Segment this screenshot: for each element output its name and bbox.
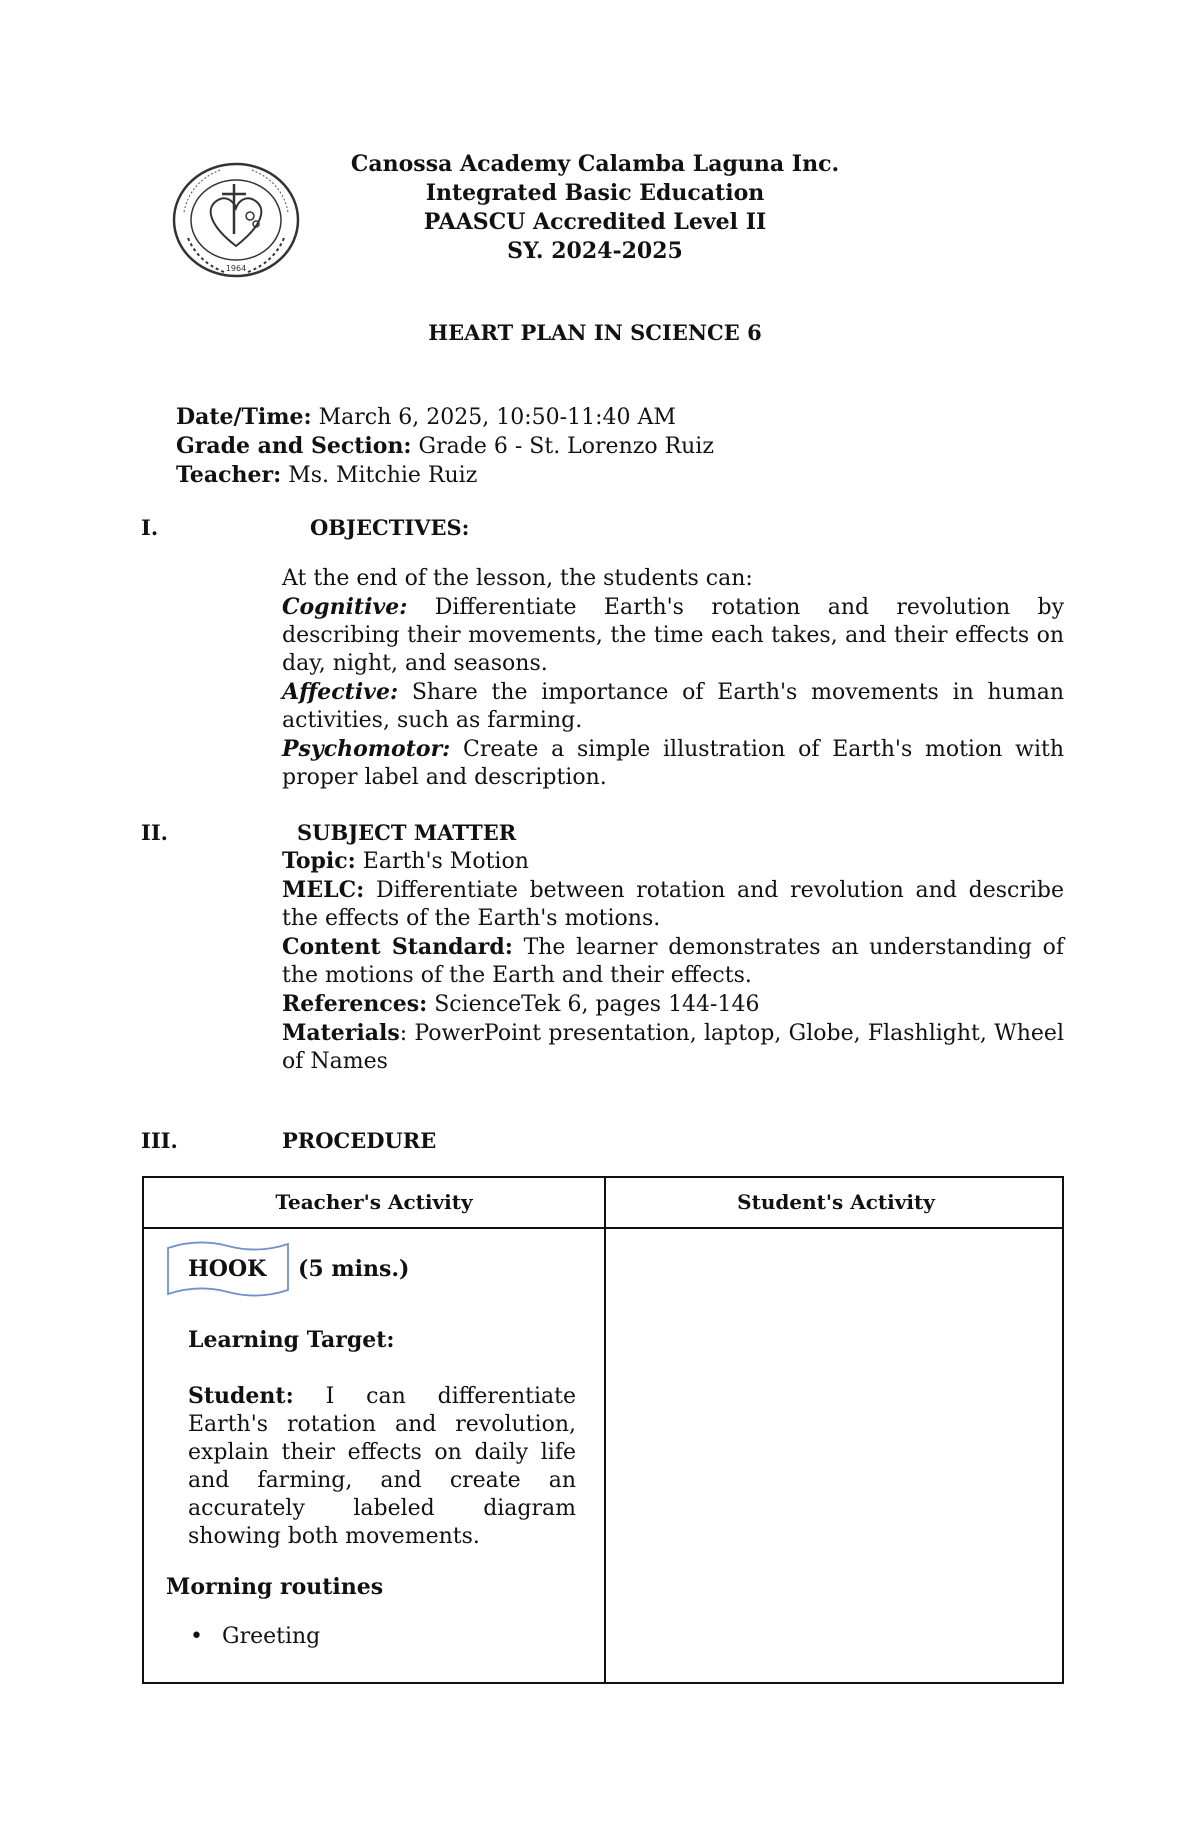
objectives-heading: OBJECTIVES:: [310, 515, 470, 540]
school-name: Canossa Academy Calamba Laguna Inc.: [350, 151, 840, 177]
routine-list: [166, 1623, 576, 1651]
procedure-table: [142, 1176, 1064, 1684]
teacher-value: Ms. Mitchie Ruiz: [281, 463, 478, 488]
grade-label: Grade and Section:: [176, 433, 412, 459]
objectives-intro: At the end of the lesson, the students can:: [282, 566, 753, 591]
subject-matter-heading: SUBJECT MATTER: [297, 820, 517, 845]
references-line: References: ScienceTek 6, pages 144-146: [282, 991, 760, 1017]
hook-label: HOOK: [188, 1256, 267, 1282]
melc-line: MELC: Differentiate between rotation and revolution and describe the effects of the Earth's motions.: [282, 877, 1064, 931]
subject-matter-body: [282, 847, 1064, 1076]
hook-duration: (5 mins.): [298, 1256, 410, 1282]
grade-value: Grade 6 - St. Lorenzo Ruiz: [411, 434, 714, 459]
teacher-label: Teacher:: [176, 462, 282, 488]
materials-line: Materials: PowerPoint presentation, laptop, Globe, Flashlight, Wheel of Names: [282, 1020, 1064, 1074]
section-numeral-3: III.: [141, 1128, 178, 1153]
topic-line: Topic: Earth's Motion: [282, 848, 529, 874]
objective-cognitive: Cognitive: Differentiate Earth's rotation and revolution by describing their movements, the time each takes, and their effects on day, night, and seasons.: [282, 594, 1064, 676]
procedure-heading: PROCEDURE: [282, 1128, 437, 1153]
date-label: Date/Time:: [176, 404, 312, 430]
teacher-activity-header: Teacher's Activity: [275, 1190, 473, 1214]
school-year: SY. 2024-2025: [507, 238, 683, 264]
school-accreditation: PAASCU Accredited Level II: [423, 209, 767, 235]
date-value: March 6, 2025, 10:50-11:40 AM: [311, 405, 676, 430]
document-title: HEART PLAN IN SCIENCE 6: [428, 320, 762, 345]
objectives-body: [282, 565, 1064, 792]
list-item: • Greeting: [166, 1623, 576, 1651]
morning-routines-label: Morning routines: [166, 1574, 384, 1600]
learning-target-label: Learning Target:: [188, 1327, 395, 1353]
student-target: Student: I can differentiate Earth's rotation and revolution, explain their effects on daily life and farming, and create an accurately labeled diagram showing both movements.: [188, 1383, 576, 1549]
section-numeral-2: II.: [141, 820, 168, 845]
school-header: [300, 150, 890, 266]
objective-psychomotor: Psychomotor: Create a simple illustration of Earth's motion with proper label and description.: [282, 736, 1064, 790]
lesson-meta: [176, 403, 714, 490]
teacher-activity-cell: [166, 1240, 576, 1651]
section-numeral-1: I.: [141, 515, 159, 540]
objective-affective: Affective: Share the importance of Earth's movements in human activities, such as farming.: [282, 679, 1064, 733]
student-activity-cell: [606, 1229, 1062, 1682]
student-activity-header: Student's Activity: [737, 1190, 935, 1214]
school-seal-icon: [170, 160, 302, 280]
seal-year: 1964: [225, 264, 247, 273]
content-standard-line: Content Standard: The learner demonstrates an understanding of the motions of the Earth and their effects.: [282, 934, 1064, 988]
hook-row: [166, 1240, 576, 1300]
school-department: Integrated Basic Education: [425, 180, 765, 206]
